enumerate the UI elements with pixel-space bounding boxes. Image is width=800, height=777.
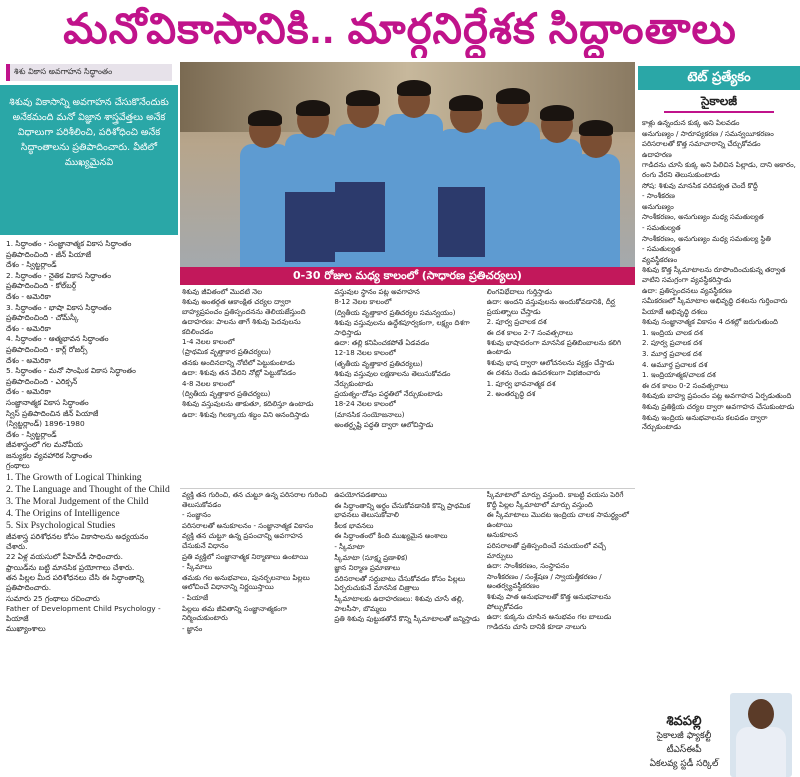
right-text-line: సోష: శిశువు మానసిక పరిపక్వత చెందే కొద్దీ: [642, 181, 758, 190]
right-text-line: 1. ఇంద్రియాత్మక/చాలక దశ: [642, 371, 716, 380]
lower-text-line: వ్యక్తి తన గురించి, తన చుట్టూ ఉన్న పరిసరాల గురించి తెలుసుకోవడం: [182, 491, 328, 509]
theory-line: దేశం - అమెరికా: [6, 291, 51, 301]
right-text-line: పరిసరాలతో కొత్త సమాచారాన్ని చేర్చుకోవడం: [642, 140, 761, 149]
lower-text-line: స్కీమాటా (సూక్ష్మ ప్రణాళిక): [334, 553, 408, 562]
right-text-line: సాంశీకరణం, అనుగుణ్యం మధ్య సమతుల్యత: [642, 213, 764, 222]
left-column: [0, 62, 178, 777]
theory-line: దేశం - అమెరికా: [6, 387, 51, 397]
mid-text-line: శిశువు భాష ద్వారా ఆలోచనలను వ్యక్తం చేస్తాడు: [486, 358, 615, 367]
mid-text-line: శిశువు వస్తువుల లక్షణాలను తెలుసుకోవడం నేర్చుకుంటాడు: [334, 370, 451, 388]
theory-line: 1. సిద్ధాంతం - సంజ్ఞానాత్మక వికాస సిద్ధాంతం: [6, 239, 132, 248]
author-photo: [730, 693, 792, 777]
right-text-line: అనుగుణ్యం: [642, 202, 674, 211]
mid-col-2: [334, 288, 480, 488]
right-text-line: - సాంశీకరణ: [642, 192, 675, 201]
right-text-line: శిశువు సంజ్ఞానాత్మక వికాసం 4 దశల్లో జరుగుతుంది: [642, 318, 778, 327]
lower-text-line: స్కీమాటాలో మార్పు వస్తుంది. కాబట్టి వయసు పెరిగే కొద్దీ పిల్లల స్కీమాటాలో మార్పు వస్తుంది: [486, 491, 624, 509]
right-text-line: శిశువుకు బాహ్య ప్రపంచం పట్ల అవగాహన ఏర్పడుతుంది: [642, 392, 792, 401]
lower-text-line: - స్కీమాటా: [334, 542, 365, 551]
author-name: శివపల్లి: [666, 714, 702, 729]
book-title: 5. Six Psychological Studies: [6, 520, 116, 532]
right-text-line: శిశువు ప్రతిక్రియ చర్యల ద్వారా అవగాహన చేసుకుంటాడు: [642, 403, 795, 412]
right-text-line: ఈ దశ కాలం 0-2 సంవత్సరాలు: [642, 381, 729, 390]
mid-text-line: (మానసిక సంయోజనాలు): [334, 410, 405, 419]
mid-text-line: ఈ దశ కాలం 2-7 సంవత్సరాలు: [486, 328, 573, 337]
theory-line: జన్యుకల వ్యవహారిక సిద్ధాంతం: [6, 450, 92, 460]
lower-text-line: ఈ సిద్ధాంతంలో కింది ముఖ్యమైన అంశాలు: [334, 532, 448, 541]
mid-text-line: 1-4 నెలల కాలంలో: [182, 338, 235, 347]
tet-special-banner: టెట్ ప్రత్యేకం: [638, 66, 800, 90]
author-info: [638, 715, 730, 777]
mid-text-line: (ప్రాథమిక వృత్తాకార ప్రతిచర్యలు): [182, 348, 272, 357]
mid-text-line: ఉదా: అందని వస్తువులను అందుకోవడానికి, దీర్ఘ ప్రయత్నాలు చేస్తాడు: [486, 298, 615, 316]
mid-text-line: 18-24 నెలల కాలంలో: [334, 400, 396, 409]
mid-text-line: ఉదా: శిశువు తన వేలిని నోట్లో పెట్టుకోవడం: [182, 369, 296, 378]
mid-text-line: ప్రయత్నం-దోషం పద్ధతిలో నేర్చుకుంటాడు: [334, 390, 443, 399]
theory-line: దేశం - అమెరికా: [6, 355, 51, 365]
right-text-line: 1. ఇంద్రియ చాలక దశ: [642, 328, 703, 337]
psychology-heading: సైకాలజీ: [664, 94, 774, 113]
lower-col-2: [334, 491, 480, 775]
book-title: 1. The Growth of Logical Thinking: [6, 472, 142, 484]
right-text-line: - సమతుల్యత: [642, 223, 681, 232]
right-text-line: - సమతుల్యత: [642, 245, 681, 254]
right-text: [638, 119, 800, 679]
mid-text-line: శిశువు అంతర్గత ఆకాంక్షిత చర్యల ద్వారా బాహ్యప్రపంచం ప్రతిస్పందనను తెలియజేస్తుంది: [182, 298, 306, 316]
right-text-line: అనుగుణ్యం / సారూప్యకరణ / సమన్వయీకరణం: [642, 129, 774, 138]
middle-columns: [180, 288, 635, 488]
theory-line: 4. సిద్ధాంతం - ఆత్మభావన సిద్ధాంతం: [6, 334, 109, 344]
lower-col-1: [182, 491, 328, 775]
mid-text-line: శిశువు భాషాపరంగా మానసిక ప్రతిబింబాలను కలిగి ఉంటాడు: [486, 339, 622, 357]
right-text-line: కాళ్లు ఉన్నందున కుక్క అని పిలవడం: [642, 119, 740, 127]
mid-text-line: 2. పూర్వ ప్రచాలక దశ: [486, 318, 547, 327]
theory-line: ప్రతిపాదించింది - కోల్‌బర్గ్: [6, 281, 77, 291]
lower-text-line: సాంశీకరణం / సంశ్లేషణ / స్వాయత్తీకరణం / అంతర్వ్యవస్థీకరణం: [486, 572, 602, 591]
right-text-line: పియాజే అభివృద్ధి దశలు: [642, 307, 708, 316]
mid-text-line: శిశువు జీవితంలో మొదటి నెల: [182, 288, 263, 296]
intro-box: శిశువు వికాసాన్ని అవగాహన చేసుకొనేందుకు అనేకమంది మనో విజ్ఞాన శాస్త్రవేత్తలు అనేక విధాలుగా పరిశీలించి, పరిశోధించి అనేక సిద్ధాంతాలను ప్రతిపాదించారు. వీటిలో ముఖ్యమైనవి: [0, 85, 178, 235]
lower-text-line: ఉపయోగపడతాయి: [334, 491, 388, 499]
theory-line: ప్రతిపాదించింది - చోమ్‌స్కీ: [6, 313, 79, 323]
headline: మనోవికాసానికి.. మార్గనిర్దేశక సిద్ధాంతాలు: [63, 5, 737, 52]
right-text-line: ఉదాహరణ: [642, 150, 672, 159]
theory-line: Father of Development Child Psychology - పియాజే: [6, 604, 161, 623]
mid-text-line: (ద్వితీయ వృత్తాకార ప్రతిచర్యలు): [182, 390, 271, 399]
theory-line: 3. సిద్ధాంతం - భాషా వికాస సిద్ధాంతం: [6, 302, 112, 312]
theory-list: [0, 235, 178, 639]
lower-text-line: పరిసరాలతో ప్రతిస్పందించే సమయంలో వచ్చే మార్పులు: [486, 541, 606, 560]
mid-text-line: వస్తువుల స్థానం పట్ల అవగాహన: [334, 288, 420, 296]
mid-text-line: శిశువు వస్తువులను ఉద్దేశపూర్వకంగా, లక్ష్యం దిశగా సాధిస్తాడు: [334, 319, 470, 337]
lower-text-line: తమకు గల అనుభవాలు, పునర్బలనాలు పిల్లలు ఆలోచించే విధానాన్ని నిర్ణయిస్తాయి: [182, 573, 310, 592]
author-role: సైకాలజీ ఫ్యాకల్టీ: [656, 731, 712, 741]
theory-line: సుమారు 25 గ్రంథాలు రచించారు: [6, 593, 100, 603]
theory-line: దేశం - అమెరికా: [6, 323, 51, 333]
theory-line: దేశం - స్విట్జర్లాండ్: [6, 260, 57, 270]
mid-text-line: 8-12 నెలల కాలంలో: [334, 298, 392, 307]
lower-text-line: శిశువు పాత అనుభవాలతో కొత్త అనుభవాలను పోల్చుకోవడం: [486, 592, 611, 611]
theory-line: 22 ఏళ్ల వయసులో పీహెచ్‌డీ సాధించారు.: [6, 552, 123, 562]
right-column: [638, 62, 800, 777]
theory-line: ప్రతిపాదించింది - ఎరిక్సన్: [6, 376, 78, 386]
theory-line: జీవశాస్త్రంలో గల మనోవీయ: [6, 440, 83, 450]
theory-line: 2. సిద్ధాంతం - నైతిక వికాస సిద్ధాంతం: [6, 270, 111, 280]
lower-text-line: ప్రతి వ్యక్తిలో సంజ్ఞానాత్మక నిర్మాణాలు ఉంటాయి: [182, 552, 309, 561]
lower-text-line: జ్ఞాన నిర్మాణ ప్రమాణాలు: [334, 564, 401, 573]
theory-line: ప్రతిపాదించింది - జీన్ పియాజే: [6, 249, 92, 259]
mid-col-3: [487, 288, 633, 488]
mid-text-line: తనకు అందినదాన్ని నోటిలో పెట్టుకుంటాడు: [182, 358, 295, 367]
book-title: 3. The Moral Judgement of the Child: [6, 496, 149, 508]
mid-text-line: లింగవిభేదాలు గుర్తిస్తాడు: [486, 288, 552, 296]
theory-line: 5. సిద్ధాంతం - మనో సాంఘిక వికాస సిద్ధాంతం: [6, 366, 136, 376]
mid-text-line: ఉదాహరణ: పాలను తాగే శిశువు పెదవులను కదిలించడం: [182, 318, 301, 336]
theory-line: గ్రంథాలు: [6, 461, 30, 471]
author-org: టీఎస్‌ఈపీ: [666, 745, 702, 755]
lower-text-line: - జ్ఞానం: [182, 624, 203, 633]
lower-text-line: - స్కీమాలు: [182, 563, 212, 572]
lower-col-3: [487, 491, 633, 775]
right-text-line: 2. పూర్వ ప్రచాలక దశ: [642, 339, 702, 348]
theory-line: (స్విట్జర్లాండ్) 1896-1980: [6, 419, 85, 429]
lower-text-line: పిల్లలు తమ జీవితాన్ని సంజ్ఞానాత్మకంగా నిర్మించుకుంటారు: [182, 604, 288, 623]
right-text-line: ఉదా: ప్రతిస్పందనలు వ్యవస్థీకరణ: [642, 286, 732, 295]
lower-text-line: పరిసరాలతో సర్దుబాటు చేసుకోవడం కోసం పిల్లలు ఏర్పరుచుకునే మానసిక చిత్రాలు: [334, 574, 466, 593]
right-text-line: శిశువు ఇంద్రియ అనుభవాలను కలపడం ద్వారా నేర్చుకుంటాడు: [642, 413, 768, 432]
mid-text-line: ఈ దశను రెండు ఉపదశలుగా విభజించారు: [486, 369, 601, 378]
theory-line: ముఖ్యాంశాలు: [6, 624, 46, 634]
mid-text-line: 1. పూర్వ భావనాత్మక దశ: [486, 379, 556, 388]
mid-text-line: 4-8 నెలల కాలంలో: [182, 379, 235, 388]
right-text-line: శిశువు కొత్త స్కీమాటాలను రూపొందించుకున్న తర్వాత వాటిని సమగ్రంగా వ్యవస్థీకరిస్తాడు: [642, 266, 786, 284]
stage-banner: 0-30 రోజుల మధ్య కాలంలో (సాధారణ ప్రతిచర్యలు): [180, 267, 635, 285]
mid-text-line: 12-18 నెలల కాలంలో: [334, 349, 396, 358]
lower-text-line: - పియాజే: [182, 593, 209, 602]
theory-line: తన పిల్లల మీద పరిశోధనలు చేసి ఈ సిద్ధాంతాన్ని ప్రతిపాదించారు.: [6, 573, 144, 593]
mid-text-line: ఉదా: తల్లి కనిపించకపోతే ఏడవడం: [334, 339, 430, 348]
mid-text-line: 2. అంతర్బుద్ధి దశ: [486, 390, 536, 399]
lower-columns: [180, 488, 635, 777]
right-text-line: గాడిదను చూసి కుక్క అని పిలిచిన పిల్లాడు, దాని ఆకారం, రంగు వేరని తెలుసుకుంటాడు: [642, 161, 796, 179]
mid-text-line: శిశువు వస్తువులను తాకుతూ, కదిలిస్తూ ఉంటాడు: [182, 400, 314, 409]
section-tag: శిశు వికాస అవగాహన సిద్ధాంతం: [6, 64, 172, 81]
right-text-line: 3. మూర్త ప్రచాలక దశ: [642, 350, 702, 359]
right-text-line: వ్యవస్థీకరణం: [642, 255, 678, 264]
mid-col-1: [182, 288, 328, 488]
theory-line: సంజ్ఞానాత్మక వికాస సిద్ధాంతం: [6, 397, 89, 407]
lower-text-line: - సంజ్ఞానం: [182, 511, 211, 520]
lower-text-line: ఉదా: కుక్కను చూసిన అనుభవం గల బాలుడు గాడిదను చూసి దానికి కూడా నాలుగు: [486, 613, 612, 631]
book-title: 2. The Language and Thought of the Child: [6, 484, 170, 496]
lower-text-line: ఈ స్కీమాటాలు మొదట ఇంద్రియ చాలక సామర్థ్యంలో ఉంటాయి: [486, 511, 629, 529]
theory-line: దేశం - స్విట్జర్లాండ్: [6, 429, 57, 439]
lower-text-line: వ్యక్తి తన చుట్టూ ఉన్న ప్రపంచాన్ని అవగాహన చేసుకునే విధానం: [182, 532, 303, 550]
right-text-line: సమీకరణలో స్కీమాటాల అభివృద్ధి దశలను గుర్తించారు: [642, 297, 788, 306]
mid-text-line: ఉదా: శిశువు గిలక్కాయ శబ్దం విని ఆనందిస్తాడు: [182, 410, 310, 419]
theory-line: ప్రతిపాదించింది - కార్ల్ రోజర్స్: [6, 344, 88, 354]
lower-text-line: ప్రతి శిశువు పుట్టుకతోనే కొన్ని స్కీమాటాలతో జన్మిస్తాడు: [334, 615, 480, 624]
lower-text-line: ఉదా: సాంశీకరణం, సంస్థాపనం: [486, 562, 570, 571]
mid-text-line: అంతర్దృష్టి పద్ధతి ద్వారా ఆలోచిస్తాడు: [334, 421, 434, 430]
mid-text-line: (తృతీయ వృత్తాకార ప్రతిచర్యలు): [334, 359, 423, 368]
students-photo: [180, 62, 635, 267]
mid-text-line: (ద్వితీయ వృత్తాకార ప్రతిచర్యల సమన్వయం): [334, 308, 456, 317]
lower-text-line: కీలక భావనలు: [334, 521, 374, 530]
theory-line: జీవశాస్త్ర పరిశోధనల కోసం వికాసాలను అధ్యయనం చేశారు.: [6, 532, 149, 551]
lower-text-line: అనుకూలన: [486, 531, 518, 540]
book-title: 4. The Origins of Intelligence: [6, 508, 120, 520]
author-place: ఏకలవ్య స్టడీ సర్కిల్: [649, 759, 719, 769]
lower-text-line: పరిసరాలతో అనుకూలనం - సంజ్ఞానాత్మక వికాసం: [182, 521, 314, 530]
lower-text-line: స్కీమాటాలకు ఉదాహరణలు: శిశువు చూసే తల్లి, పాలసీసా, బొమ్మలు: [334, 594, 464, 613]
author-block: [638, 687, 800, 777]
theory-line: స్విస్ ప్రతిపాదించిన జీన్ పియాజే: [6, 408, 99, 418]
right-text-line: 4. అమూర్త ప్రచాలక దశ: [642, 360, 708, 369]
lower-text-line: ఈ సిద్ధాంతాన్ని అర్థం చేసుకోవడానికి కొన్ని ప్రాథమిక భావనలు తెలుసుకోవాలి: [334, 501, 471, 520]
theory-line: ఫ్రాయిడ్‌ను బట్టి మానసిక ప్రయోగాలు చేశారు.: [6, 562, 135, 572]
right-text-line: సాంశీకరణం, అనుగుణ్యం మధ్య సమతుల్య స్థితి: [642, 234, 771, 243]
